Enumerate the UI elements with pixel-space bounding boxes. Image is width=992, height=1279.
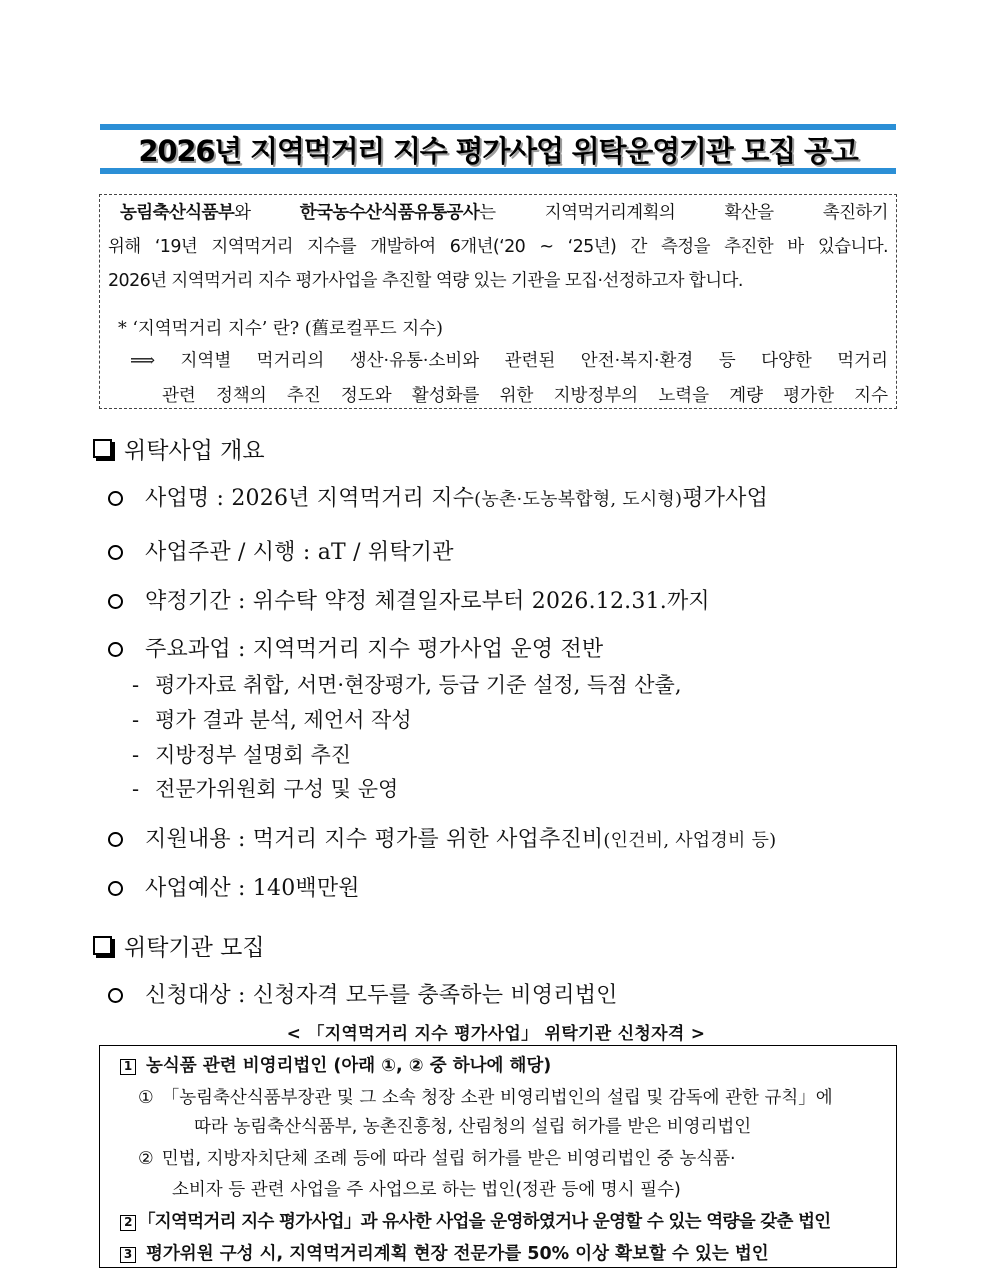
task-item: - 전문가위원회 구성 및 운영 xyxy=(132,777,399,801)
item-text: 신청대상 : 신청자격 모두를 충족하는 비영리법인 xyxy=(145,983,618,1008)
task-item: - 지방정부 설명회 추진 xyxy=(132,743,352,767)
circle-bullet-icon xyxy=(108,832,123,847)
item-period xyxy=(108,584,710,615)
item-text: 사업명 : 2026년 지역먹거리 지수 xyxy=(145,486,475,511)
section-heading-text: 위탁사업 개요 xyxy=(124,438,265,464)
intro-line-1 xyxy=(120,199,888,224)
circle-bullet-icon xyxy=(108,545,123,560)
section-heading-text: 위탁기관 모집 xyxy=(124,935,265,961)
task-text: 평가 결과 분석, 제언서 작성 xyxy=(155,708,412,732)
item-text: 사업예산 : 140백만원 xyxy=(145,876,360,901)
item-text: 약정기간 : 위수탁 약정 체결일자로부터 2026.12.31.까지 xyxy=(145,589,710,614)
number-box-icon: 1 xyxy=(120,1059,136,1075)
section-recruit-heading xyxy=(93,929,265,962)
item-text: 지원내용 : 먹거리 지수 평가를 위한 사업추진비 xyxy=(145,827,604,852)
circled-number: ② xyxy=(138,1149,154,1169)
item-subtext: (농촌·도농복합형, 도시형) xyxy=(474,489,683,510)
item-project-name xyxy=(108,481,768,512)
number-box-icon: 2 xyxy=(120,1215,136,1231)
criteria-title: < 「지역먹거리 지수 평가사업」 위탁기관 신청자격 > xyxy=(286,1024,706,1044)
page-title: 2026년 지역먹거리 지수 평가사업 위탁운영기관 모집 공고 xyxy=(138,133,858,168)
circle-bullet-icon xyxy=(108,642,123,657)
title-bar xyxy=(100,124,896,174)
note-question: * ‘지역먹거리 지수’ 란? (舊로컬푸드 지수) xyxy=(118,319,443,339)
circle-bullet-icon xyxy=(108,491,123,506)
intro-line-1-end: 는 지역먹거리계획의 확산을 촉진하기 xyxy=(479,203,888,223)
item-support xyxy=(108,822,776,853)
note-answer-2: 관련 정책의 추진 정도와 활성화를 위한 지방정부의 노력을 계량 평가한 지수 xyxy=(162,386,888,406)
circle-bullet-icon xyxy=(108,988,123,1003)
task-item: - 평가자료 취합, 서면·현장평가, 등급 기준 설정, 득점 산출, xyxy=(132,673,682,697)
checkbox-square-icon xyxy=(93,439,112,458)
criterion-1a xyxy=(138,1084,833,1109)
intro-box xyxy=(99,194,897,409)
intro-line-3: 2026년 지역먹거리 지수 평가사업을 추진할 역량 있는 기관을 모집·선정하고자 합니다. xyxy=(108,271,743,291)
circled-number: ① xyxy=(138,1088,154,1108)
criterion-3 xyxy=(120,1240,769,1265)
criterion-1b-cont: 소비자 등 관련 사업을 주 사업으로 하는 법인(정관 등에 명시 필수) xyxy=(172,1180,681,1200)
criterion-1b xyxy=(138,1145,736,1170)
item-text: 사업주관 / 시행 : aT / 위탁기관 xyxy=(145,540,454,565)
task-item: - 평가 결과 분석, 제언서 작성 xyxy=(132,708,412,732)
item-budget xyxy=(108,871,360,902)
item-subtext: (인건비, 사업경비 등) xyxy=(603,830,777,851)
item-target xyxy=(108,978,618,1009)
number-box-icon: 3 xyxy=(120,1247,136,1263)
task-text: 전문가위원회 구성 및 운영 xyxy=(155,777,399,801)
criteria-box xyxy=(99,1045,897,1268)
criterion-2 xyxy=(120,1208,831,1233)
criterion-text: 「농림축산식품부장관 및 그 소속 청장 소관 비영리법인의 설립 및 감독에 관한 규칙」에 xyxy=(161,1088,833,1108)
criterion-1 xyxy=(120,1052,551,1077)
item-tasks xyxy=(108,632,603,663)
checkbox-square-icon xyxy=(93,936,112,955)
task-text: 지방정부 설명회 추진 xyxy=(155,743,352,767)
item-host xyxy=(108,535,454,566)
criterion-text: 평가위원 구성 시, 지역먹거리계획 현장 전문가를 50% 이상 확보할 수 있는 법인 xyxy=(146,1244,769,1264)
ministry-name: 농림축산식품부 xyxy=(120,203,235,223)
criterion-text: 농식품 관련 비영리법인 (아래 ①, ② 중 하나에 해당) xyxy=(146,1056,552,1076)
criterion-text: 민법, 지방자치단체 조례 등에 따라 설립 허가를 받은 비영리법인 중 농식품· xyxy=(161,1149,736,1169)
note-answer-1: ⟹ 지역별 먹거리의 생산·유통·소비와 관련된 안전·복지·환경 등 다양한 먹거리 xyxy=(130,351,888,371)
intro-conj: 와 xyxy=(234,203,300,223)
task-text: 평가자료 취합, 서면·현장평가, 등급 기준 설정, 득점 산출, xyxy=(155,673,682,697)
circle-bullet-icon xyxy=(108,594,123,609)
item-text: 주요과업 : 지역먹거리 지수 평가사업 운영 전반 xyxy=(145,637,604,662)
agency-name: 한국농수산식품유통공사 xyxy=(299,203,480,223)
circle-bullet-icon xyxy=(108,881,123,896)
intro-line-2: 위해 ‘19년 지역먹거리 지수를 개발하여 6개년(‘20 ~ ‘25년) 간 측정을 추진한 바 있습니다. xyxy=(108,237,888,257)
item-text-end: 평가사업 xyxy=(682,486,769,511)
criterion-1a-cont: 따라 농림축산식품부, 농촌진흥청, 산림청의 설립 허가를 받은 비영리법인 xyxy=(194,1117,752,1137)
section-overview-heading xyxy=(93,432,265,465)
criterion-text: 「지역먹거리 지수 평가사업」과 유사한 사업을 운영하였거나 운영할 수 있는 역량을 갖춘 법인 xyxy=(138,1212,831,1232)
